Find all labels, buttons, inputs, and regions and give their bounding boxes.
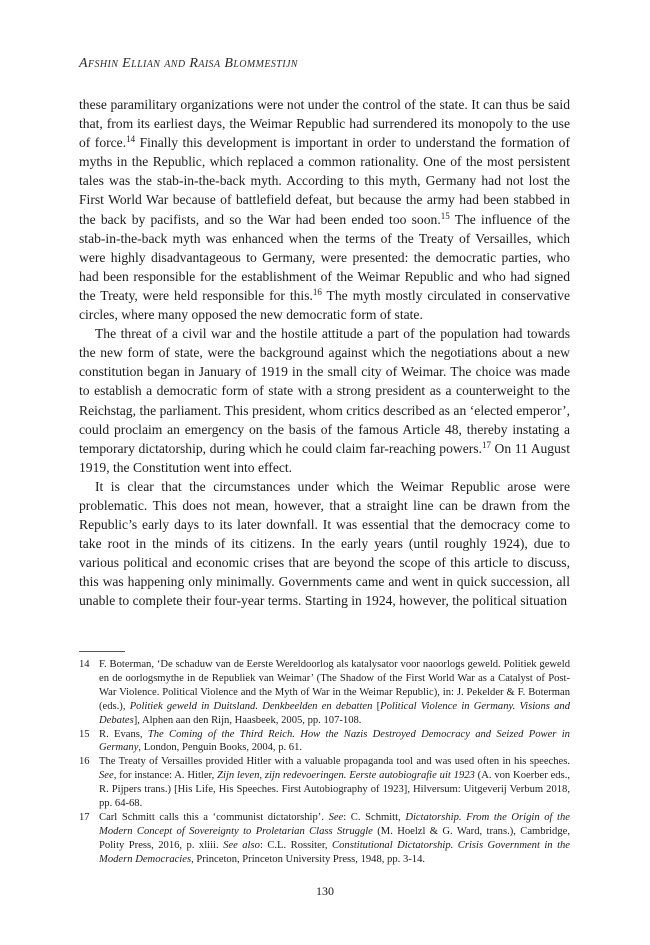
sentence: The threat of a civil war and the hostile attitude a part of the population had towards the new form of state, were the background against which the negotiations about a new constitution began in January of 1919 in the small city of Weimar. The choice was made to establish a democratic form of state with a strong president as a counterweight to the Reichstag, the parliament. This president, whom critics described as an ‘elected emperor’, could proclaim an emergency on the basis of the famous Article 48, thereby instating a temporary dictatorship, during which he could claim far-reaching powers.	[79, 326, 570, 456]
footnotes	[79, 658, 570, 867]
footnote-divider	[79, 651, 125, 652]
footnote-ref[interactable]: 15	[440, 210, 450, 221]
sentence: Finally this development is important in order to understand the formation of myths in the Republic, which replaced a common rationality. One of the most persistent tales was the stab-in-the-back myth. According to this myth, Germany had not lost the First World War because of battlefield defeat, but because the army had been stabbed in the back by pacifists, and so the War had been ended too soon.	[79, 135, 570, 227]
footnote-see: See	[99, 770, 114, 782]
page-number: 130	[316, 884, 334, 898]
sentence: The influence of the stab-in-the-back myth was enhanced when the terms of the Treaty of Versailles, which were highly disadvantageous to Germany, were presented: the democratic parties, who had been responsible for the establishment of the Weimar Republic and who had signed the Treaty, were held responsible for this.	[79, 211, 570, 303]
footnote-text	[99, 755, 570, 811]
footnote-title: Dictatorship. From the Origin of the Modern Concept of Sovereignty to Proletarian Class Struggle	[99, 811, 570, 837]
footnote-segment: (M. Hoelzl & G. Ward, trans.), Cambridge, Polity Press, 2016, p. xliii.	[99, 825, 570, 851]
footnote-segment: F. Boterman, ‘De schaduw van de Eerste Wereldoorlog als katalysator voor naoorlogs geweld. Politiek geweld en de oorlogsmythe in de Republiek van Weimar’ (The Shadow of the First World War as a Catalyst of Post-War Violence. Political Violence and the Myth of War in the Weimar Republic), in: J. Pekelder & F. Boterman (eds.),	[99, 659, 570, 712]
footnote-title: Constitutional Dictatorship. Crisis Government in the Modern Democracies	[99, 839, 571, 865]
footnote-number: 15	[79, 728, 90, 740]
paragraph	[79, 477, 570, 611]
footnote-title: Political Violence in Germany. Visions and Debates	[99, 700, 570, 726]
footnote	[79, 728, 570, 756]
footnote-ref[interactable]: 17	[481, 439, 491, 450]
footnote-number: 16	[79, 756, 90, 768]
footnote-title: Zijn leven, zijn redevoeringen. Eerste autobiografie uit 1923	[217, 770, 475, 782]
main-text	[79, 95, 570, 611]
footnote-segment: R. Evans,	[99, 728, 148, 740]
footnote-segment: ], Alphen aan den Rijn, Haasbeek, 2005, pp. 107-108.	[133, 714, 362, 726]
footnote-ref[interactable]: 14	[126, 134, 136, 145]
footnote-number: 14	[79, 659, 90, 670]
footnote-segment: (A. von Koerber eds., R. Pijpers trans.) [His Life, His Speeches. First Autobiography of 1923], Hilversum: Uitgeverij Verbum 2018, pp. 64-68.	[99, 770, 571, 810]
footnote-segment: [	[372, 700, 381, 712]
footnote	[79, 755, 570, 811]
footnote-segment: : C. Schmitt,	[343, 811, 406, 823]
running-head: Afshin Ellian and Raisa Blommestijn	[79, 56, 298, 71]
footnote-segment: , London, Penguin Books, 2004, p. 61.	[138, 742, 303, 754]
footnote-segment: , for instance: A. Hitler,	[113, 770, 218, 782]
footnote-see: See also	[223, 839, 260, 851]
footnote-segment: The Treaty of Versailles provided Hitler with a valuable propaganda tool and was used often in his speeches.	[99, 756, 570, 768]
sentence: It is clear that the circumstances under which the Weimar Republic arose were problematic. This does not mean, however, that a straight line can be drawn from the Republic’s early days to its later downfall. It was essential that the democracy come to take root in the minds of its citizens. In the early years (until roughly 1924), due to various political and economic crises that are beyond the scope of this article to discuss, this was happening only minimally. Governments came and went in quick succession, all unable to complete their four-year terms. Starting in 1924, however, the political situation	[79, 478, 570, 609]
sentence: On 11 August 1919, the Constitution went into effect.	[79, 440, 570, 475]
footnote-text	[99, 728, 570, 756]
paragraph	[79, 324, 570, 477]
footnote-segment: , Princeton, Princeton University Press, 1948, pp. 3-14.	[191, 853, 426, 865]
footnote-title: Politiek geweld in Duitsland. Denkbeelden en debatten	[129, 700, 373, 712]
footnote-segment: : C.L. Rossiter,	[259, 839, 333, 851]
footnote	[79, 811, 570, 867]
footnote-number: 17	[79, 811, 90, 823]
footnote-title: The Coming of the Third Reich. How the Nazis Destroyed Democracy and Seized Power in Germany	[99, 728, 570, 754]
footnote-segment: Carl Schmitt calls this a ‘communist dictatorship’.	[99, 811, 329, 823]
footnote-ref[interactable]: 16	[312, 286, 322, 297]
footnote-see: See	[328, 811, 344, 823]
sentence: these paramilitary organizations were not under the control of the state. It can thus be said that, from its earliest days, the Weimar Republic had surrendered its monopoly to the use of force.	[79, 97, 570, 151]
paragraph	[79, 95, 570, 324]
footnote	[79, 658, 570, 728]
footnote-text	[99, 811, 570, 867]
footnote-text	[99, 658, 570, 728]
sentence: The myth mostly circulated in conservative circles, where many opposed the new democratic form of state.	[79, 287, 570, 323]
